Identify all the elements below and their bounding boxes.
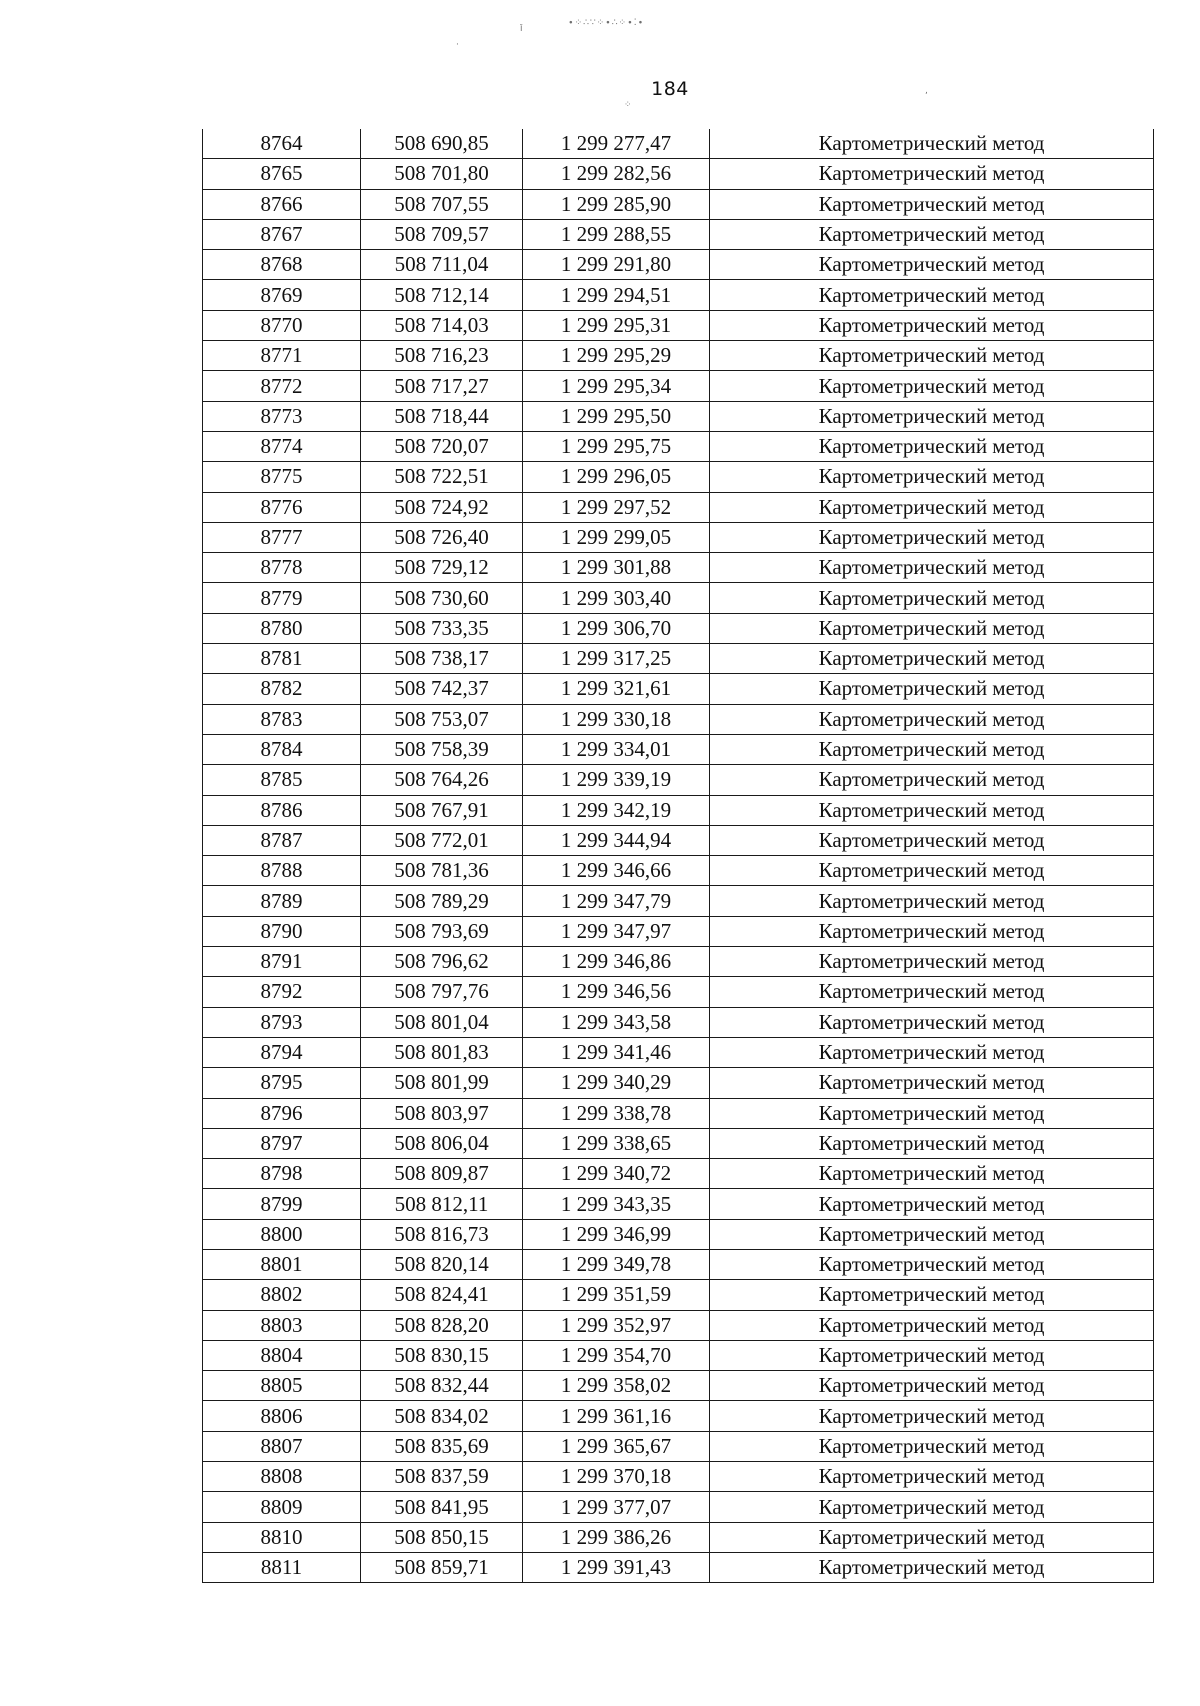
y-coordinate-cell: 1 299 343,35 — [523, 1189, 710, 1219]
x-coordinate-cell: 508 832,44 — [361, 1371, 523, 1401]
point-number-cell: 8774 — [203, 431, 361, 461]
table-row — [203, 1431, 1154, 1461]
y-coordinate-cell: 1 299 334,01 — [523, 734, 710, 764]
x-coordinate-cell: 508 712,14 — [361, 280, 523, 310]
table-row — [203, 310, 1154, 340]
method-cell: Картометрический метод — [710, 734, 1154, 764]
table-row — [203, 734, 1154, 764]
point-number-cell: 8793 — [203, 1007, 361, 1037]
y-coordinate-cell: 1 299 361,16 — [523, 1401, 710, 1431]
x-coordinate-cell: 508 758,39 — [361, 734, 523, 764]
x-coordinate-cell: 508 753,07 — [361, 704, 523, 734]
method-cell: Картометрический метод — [710, 1431, 1154, 1461]
table-row — [203, 795, 1154, 825]
table-row — [203, 1007, 1154, 1037]
point-number-cell: 8810 — [203, 1522, 361, 1552]
table-row — [203, 1159, 1154, 1189]
method-cell: Картометрический метод — [710, 825, 1154, 855]
point-number-cell: 8767 — [203, 219, 361, 249]
method-cell: Картометрический метод — [710, 1310, 1154, 1340]
y-coordinate-cell: 1 299 347,79 — [523, 886, 710, 916]
point-number-cell: 8788 — [203, 856, 361, 886]
y-coordinate-cell: 1 299 301,88 — [523, 553, 710, 583]
method-cell: Картометрический метод — [710, 583, 1154, 613]
table-row — [203, 765, 1154, 795]
y-coordinate-cell: 1 299 294,51 — [523, 280, 710, 310]
y-coordinate-cell: 1 299 296,05 — [523, 462, 710, 492]
y-coordinate-cell: 1 299 295,29 — [523, 341, 710, 371]
x-coordinate-cell: 508 859,71 — [361, 1552, 523, 1582]
y-coordinate-cell: 1 299 338,78 — [523, 1098, 710, 1128]
method-cell: Картометрический метод — [710, 977, 1154, 1007]
y-coordinate-cell: 1 299 341,46 — [523, 1037, 710, 1067]
point-number-cell: 8779 — [203, 583, 361, 613]
y-coordinate-cell: 1 299 391,43 — [523, 1552, 710, 1582]
scan-artifact-smudge: ∙⁘∴∵⁘∙∴⁘∙⁚∙ — [568, 18, 645, 28]
table-row — [203, 644, 1154, 674]
method-cell: Картометрический метод — [710, 492, 1154, 522]
y-coordinate-cell: 1 299 352,97 — [523, 1310, 710, 1340]
y-coordinate-cell: 1 299 330,18 — [523, 704, 710, 734]
y-coordinate-cell: 1 299 344,94 — [523, 825, 710, 855]
y-coordinate-cell: 1 299 297,52 — [523, 492, 710, 522]
x-coordinate-cell: 508 720,07 — [361, 431, 523, 461]
x-coordinate-cell: 508 820,14 — [361, 1249, 523, 1279]
method-cell: Картометрический метод — [710, 1462, 1154, 1492]
x-coordinate-cell: 508 742,37 — [361, 674, 523, 704]
method-cell: Картометрический метод — [710, 1159, 1154, 1189]
table-row — [203, 1552, 1154, 1582]
table-row — [203, 1280, 1154, 1310]
table-row — [203, 250, 1154, 280]
point-number-cell: 8769 — [203, 280, 361, 310]
point-number-cell: 8781 — [203, 644, 361, 674]
x-coordinate-cell: 508 716,23 — [361, 341, 523, 371]
x-coordinate-cell: 508 796,62 — [361, 947, 523, 977]
y-coordinate-cell: 1 299 346,56 — [523, 977, 710, 1007]
point-number-cell: 8805 — [203, 1371, 361, 1401]
point-number-cell: 8782 — [203, 674, 361, 704]
table-row — [203, 825, 1154, 855]
point-number-cell: 8809 — [203, 1492, 361, 1522]
y-coordinate-cell: 1 299 303,40 — [523, 583, 710, 613]
y-coordinate-cell: 1 299 377,07 — [523, 1492, 710, 1522]
table-row — [203, 1037, 1154, 1067]
y-coordinate-cell: 1 299 365,67 — [523, 1431, 710, 1461]
x-coordinate-cell: 508 812,11 — [361, 1189, 523, 1219]
y-coordinate-cell: 1 299 295,31 — [523, 310, 710, 340]
method-cell: Картометрический метод — [710, 1371, 1154, 1401]
table-row — [203, 522, 1154, 552]
point-number-cell: 8773 — [203, 401, 361, 431]
point-number-cell: 8790 — [203, 916, 361, 946]
point-number-cell: 8787 — [203, 825, 361, 855]
y-coordinate-cell: 1 299 343,58 — [523, 1007, 710, 1037]
x-coordinate-cell: 508 714,03 — [361, 310, 523, 340]
method-cell: Картометрический метод — [710, 1280, 1154, 1310]
table-row — [203, 1340, 1154, 1370]
table-row — [203, 280, 1154, 310]
y-coordinate-cell: 1 299 347,97 — [523, 916, 710, 946]
x-coordinate-cell: 508 835,69 — [361, 1431, 523, 1461]
scan-artifact-dot: · — [456, 40, 459, 50]
table-row — [203, 856, 1154, 886]
y-coordinate-cell: 1 299 349,78 — [523, 1249, 710, 1279]
y-coordinate-cell: 1 299 295,75 — [523, 431, 710, 461]
table-row — [203, 1128, 1154, 1158]
point-number-cell: 8792 — [203, 977, 361, 1007]
y-coordinate-cell: 1 299 295,34 — [523, 371, 710, 401]
method-cell: Картометрический метод — [710, 522, 1154, 552]
x-coordinate-cell: 508 828,20 — [361, 1310, 523, 1340]
point-number-cell: 8784 — [203, 734, 361, 764]
coordinates-table — [202, 129, 1154, 1583]
scan-artifact-tick: , — [925, 86, 928, 96]
method-cell: Картометрический метод — [710, 674, 1154, 704]
point-number-cell: 8777 — [203, 522, 361, 552]
coordinates-table-body — [203, 129, 1154, 1583]
x-coordinate-cell: 508 809,87 — [361, 1159, 523, 1189]
table-row — [203, 219, 1154, 249]
point-number-cell: 8807 — [203, 1431, 361, 1461]
scan-artifact-mark: ǐ — [520, 24, 523, 34]
x-coordinate-cell: 508 816,73 — [361, 1219, 523, 1249]
y-coordinate-cell: 1 299 299,05 — [523, 522, 710, 552]
point-number-cell: 8786 — [203, 795, 361, 825]
x-coordinate-cell: 508 690,85 — [361, 129, 523, 159]
method-cell: Картометрический метод — [710, 704, 1154, 734]
table-row — [203, 704, 1154, 734]
x-coordinate-cell: 508 764,26 — [361, 765, 523, 795]
y-coordinate-cell: 1 299 370,18 — [523, 1462, 710, 1492]
y-coordinate-cell: 1 299 354,70 — [523, 1340, 710, 1370]
y-coordinate-cell: 1 299 340,29 — [523, 1068, 710, 1098]
point-number-cell: 8808 — [203, 1462, 361, 1492]
scan-artifact-speck: ⁘ — [624, 100, 632, 110]
table-row — [203, 462, 1154, 492]
table-row — [203, 189, 1154, 219]
method-cell: Картометрический метод — [710, 1492, 1154, 1522]
x-coordinate-cell: 508 701,80 — [361, 159, 523, 189]
y-coordinate-cell: 1 299 346,86 — [523, 947, 710, 977]
method-cell: Картометрический метод — [710, 1401, 1154, 1431]
x-coordinate-cell: 508 726,40 — [361, 522, 523, 552]
x-coordinate-cell: 508 724,92 — [361, 492, 523, 522]
y-coordinate-cell: 1 299 321,61 — [523, 674, 710, 704]
x-coordinate-cell: 508 722,51 — [361, 462, 523, 492]
table-row — [203, 1189, 1154, 1219]
method-cell: Картометрический метод — [710, 1219, 1154, 1249]
point-number-cell: 8795 — [203, 1068, 361, 1098]
table-row — [203, 1310, 1154, 1340]
y-coordinate-cell: 1 299 342,19 — [523, 795, 710, 825]
y-coordinate-cell: 1 299 282,56 — [523, 159, 710, 189]
x-coordinate-cell: 508 729,12 — [361, 553, 523, 583]
y-coordinate-cell: 1 299 288,55 — [523, 219, 710, 249]
point-number-cell: 8780 — [203, 613, 361, 643]
point-number-cell: 8765 — [203, 159, 361, 189]
point-number-cell: 8800 — [203, 1219, 361, 1249]
y-coordinate-cell: 1 299 338,65 — [523, 1128, 710, 1158]
table-row — [203, 371, 1154, 401]
method-cell: Картометрический метод — [710, 553, 1154, 583]
method-cell: Картометрический метод — [710, 1552, 1154, 1582]
table-row — [203, 1098, 1154, 1128]
x-coordinate-cell: 508 830,15 — [361, 1340, 523, 1370]
method-cell: Картометрический метод — [710, 795, 1154, 825]
method-cell: Картометрический метод — [710, 1068, 1154, 1098]
x-coordinate-cell: 508 772,01 — [361, 825, 523, 855]
x-coordinate-cell: 508 789,29 — [361, 886, 523, 916]
table-row — [203, 401, 1154, 431]
table-row — [203, 1371, 1154, 1401]
table-row — [203, 674, 1154, 704]
method-cell: Картометрический метод — [710, 856, 1154, 886]
method-cell: Картометрический метод — [710, 1037, 1154, 1067]
point-number-cell: 8789 — [203, 886, 361, 916]
y-coordinate-cell: 1 299 351,59 — [523, 1280, 710, 1310]
point-number-cell: 8796 — [203, 1098, 361, 1128]
table-row — [203, 129, 1154, 159]
table-row — [203, 1492, 1154, 1522]
y-coordinate-cell: 1 299 306,70 — [523, 613, 710, 643]
method-cell: Картометрический метод — [710, 129, 1154, 159]
method-cell: Картометрический метод — [710, 1098, 1154, 1128]
method-cell: Картометрический метод — [710, 159, 1154, 189]
point-number-cell: 8778 — [203, 553, 361, 583]
y-coordinate-cell: 1 299 340,72 — [523, 1159, 710, 1189]
x-coordinate-cell: 508 837,59 — [361, 1462, 523, 1492]
method-cell: Картометрический метод — [710, 1007, 1154, 1037]
method-cell: Картометрический метод — [710, 886, 1154, 916]
point-number-cell: 8794 — [203, 1037, 361, 1067]
table-row — [203, 583, 1154, 613]
table-row — [203, 916, 1154, 946]
point-number-cell: 8802 — [203, 1280, 361, 1310]
y-coordinate-cell: 1 299 291,80 — [523, 250, 710, 280]
point-number-cell: 8776 — [203, 492, 361, 522]
table-row — [203, 553, 1154, 583]
y-coordinate-cell: 1 299 339,19 — [523, 765, 710, 795]
y-coordinate-cell: 1 299 346,66 — [523, 856, 710, 886]
y-coordinate-cell: 1 299 358,02 — [523, 1371, 710, 1401]
table-row — [203, 613, 1154, 643]
table-row — [203, 1401, 1154, 1431]
x-coordinate-cell: 508 801,04 — [361, 1007, 523, 1037]
point-number-cell: 8791 — [203, 947, 361, 977]
point-number-cell: 8803 — [203, 1310, 361, 1340]
method-cell: Картометрический метод — [710, 765, 1154, 795]
point-number-cell: 8806 — [203, 1401, 361, 1431]
point-number-cell: 8768 — [203, 250, 361, 280]
point-number-cell: 8771 — [203, 341, 361, 371]
table-row — [203, 492, 1154, 522]
point-number-cell: 8801 — [203, 1249, 361, 1279]
method-cell: Картометрический метод — [710, 401, 1154, 431]
table-row — [203, 341, 1154, 371]
page-number: 184 — [651, 78, 689, 100]
x-coordinate-cell: 508 850,15 — [361, 1522, 523, 1552]
method-cell: Картометрический метод — [710, 310, 1154, 340]
x-coordinate-cell: 508 781,36 — [361, 856, 523, 886]
point-number-cell: 8798 — [203, 1159, 361, 1189]
point-number-cell: 8772 — [203, 371, 361, 401]
y-coordinate-cell: 1 299 295,50 — [523, 401, 710, 431]
table-row — [203, 1068, 1154, 1098]
method-cell: Картометрический метод — [710, 1128, 1154, 1158]
table-row — [203, 1522, 1154, 1552]
point-number-cell: 8797 — [203, 1128, 361, 1158]
x-coordinate-cell: 508 711,04 — [361, 250, 523, 280]
x-coordinate-cell: 508 709,57 — [361, 219, 523, 249]
x-coordinate-cell: 508 707,55 — [361, 189, 523, 219]
point-number-cell: 8770 — [203, 310, 361, 340]
x-coordinate-cell: 508 806,04 — [361, 1128, 523, 1158]
x-coordinate-cell: 508 801,83 — [361, 1037, 523, 1067]
x-coordinate-cell: 508 730,60 — [361, 583, 523, 613]
y-coordinate-cell: 1 299 277,47 — [523, 129, 710, 159]
point-number-cell: 8811 — [203, 1552, 361, 1582]
point-number-cell: 8764 — [203, 129, 361, 159]
table-row — [203, 1249, 1154, 1279]
point-number-cell: 8799 — [203, 1189, 361, 1219]
x-coordinate-cell: 508 733,35 — [361, 613, 523, 643]
x-coordinate-cell: 508 717,27 — [361, 371, 523, 401]
x-coordinate-cell: 508 834,02 — [361, 1401, 523, 1431]
method-cell: Картометрический метод — [710, 341, 1154, 371]
point-number-cell: 8775 — [203, 462, 361, 492]
method-cell: Картометрический метод — [710, 250, 1154, 280]
x-coordinate-cell: 508 803,97 — [361, 1098, 523, 1128]
point-number-cell: 8783 — [203, 704, 361, 734]
x-coordinate-cell: 508 801,99 — [361, 1068, 523, 1098]
method-cell: Картометрический метод — [710, 916, 1154, 946]
table-row — [203, 947, 1154, 977]
table-row — [203, 159, 1154, 189]
x-coordinate-cell: 508 718,44 — [361, 401, 523, 431]
method-cell: Картометрический метод — [710, 371, 1154, 401]
table-row — [203, 1219, 1154, 1249]
y-coordinate-cell: 1 299 285,90 — [523, 189, 710, 219]
method-cell: Картометрический метод — [710, 1340, 1154, 1370]
method-cell: Картометрический метод — [710, 431, 1154, 461]
x-coordinate-cell: 508 767,91 — [361, 795, 523, 825]
point-number-cell: 8785 — [203, 765, 361, 795]
x-coordinate-cell: 508 824,41 — [361, 1280, 523, 1310]
method-cell: Картометрический метод — [710, 644, 1154, 674]
x-coordinate-cell: 508 841,95 — [361, 1492, 523, 1522]
point-number-cell: 8766 — [203, 189, 361, 219]
table-row — [203, 1462, 1154, 1492]
x-coordinate-cell: 508 738,17 — [361, 644, 523, 674]
x-coordinate-cell: 508 793,69 — [361, 916, 523, 946]
method-cell: Картометрический метод — [710, 189, 1154, 219]
method-cell: Картометрический метод — [710, 1522, 1154, 1552]
table-row — [203, 431, 1154, 461]
method-cell: Картометрический метод — [710, 1189, 1154, 1219]
y-coordinate-cell: 1 299 386,26 — [523, 1522, 710, 1552]
x-coordinate-cell: 508 797,76 — [361, 977, 523, 1007]
y-coordinate-cell: 1 299 346,99 — [523, 1219, 710, 1249]
method-cell: Картометрический метод — [710, 462, 1154, 492]
method-cell: Картометрический метод — [710, 947, 1154, 977]
y-coordinate-cell: 1 299 317,25 — [523, 644, 710, 674]
method-cell: Картометрический метод — [710, 1249, 1154, 1279]
method-cell: Картометрический метод — [710, 219, 1154, 249]
method-cell: Картометрический метод — [710, 280, 1154, 310]
table-row — [203, 886, 1154, 916]
table-row — [203, 977, 1154, 1007]
method-cell: Картометрический метод — [710, 613, 1154, 643]
point-number-cell: 8804 — [203, 1340, 361, 1370]
